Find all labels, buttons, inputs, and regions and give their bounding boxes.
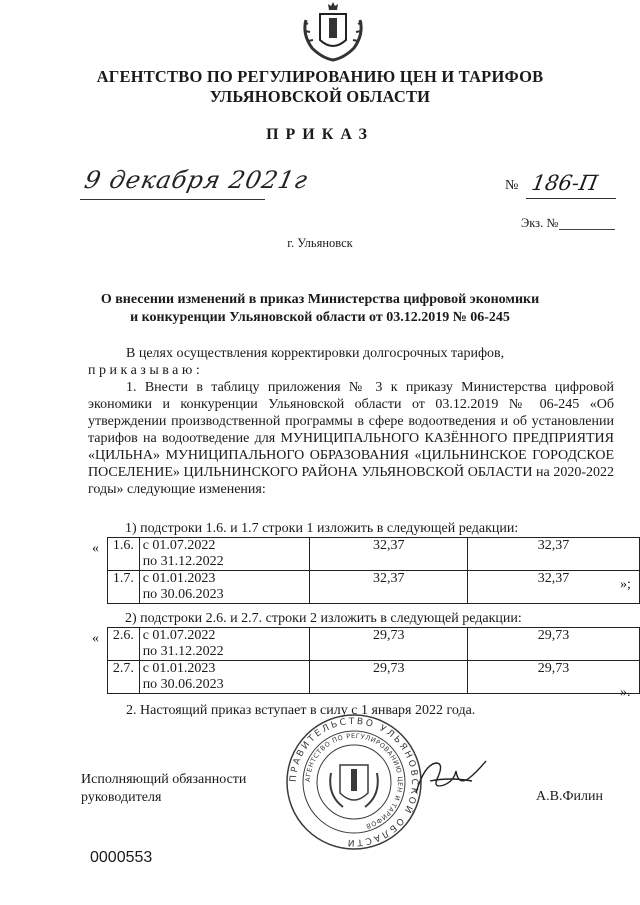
subject-line1: О внесении изменений в приказ Министерства цифровой экономики — [100, 292, 540, 307]
copy-number-blank — [559, 229, 615, 230]
table-row — [108, 571, 640, 604]
period-cell — [139, 628, 310, 661]
tariff-value-1: 32,37 — [310, 571, 468, 604]
table2-close-quote: ». — [620, 685, 631, 700]
period-to: по 30.06.2023 — [142, 587, 224, 602]
handwritten-signature — [410, 755, 490, 799]
row-number: 2.6. — [108, 628, 140, 661]
city: г. Ульяновск — [287, 236, 353, 250]
table1-open-quote: « — [92, 541, 99, 556]
signatory-name: А.В.Филин — [536, 789, 603, 804]
tariff-value-2: 32,37 — [468, 538, 640, 571]
tariff-value-2: 32,37 — [468, 571, 640, 604]
tariff-table-1 — [107, 537, 640, 604]
period-cell — [139, 661, 310, 694]
coat-of-arms-emblem — [300, 0, 366, 62]
agency-name-line2: УЛЬЯНОВСКОЙ ОБЛАСТИ — [209, 87, 431, 106]
period-from: с 01.01.2023 — [142, 661, 216, 676]
row-number: 2.7. — [108, 661, 140, 694]
position-line1: Исполняющий обязанности — [81, 772, 247, 787]
number-label: № — [505, 178, 519, 193]
tariff-value-1: 29,73 — [310, 628, 468, 661]
copy-number-label: Экз. № — [521, 216, 559, 230]
signatory-position — [81, 771, 246, 807]
period-from: с 01.07.2022 — [142, 538, 216, 553]
order-subject — [60, 291, 580, 327]
tariff-value-1: 32,37 — [310, 538, 468, 571]
agency-name-line1: АГЕНТСТВО ПО РЕГУЛИРОВАНИЮ ЦЕН И ТАРИФОВ — [96, 67, 544, 86]
item1-subpoint1: 1) подстроки 1.6. и 1.7 строки 1 изложить в следующей редакции: — [125, 521, 519, 536]
official-seal-stamp — [285, 713, 423, 851]
handwritten-date: 9 декабря 2021г — [82, 166, 311, 194]
row-number: 1.7. — [108, 571, 140, 604]
table1-close-quote: »; — [620, 577, 631, 592]
tariff-value-2: 29,73 — [468, 661, 640, 694]
document-serial-number: 0000553 — [90, 849, 153, 866]
period-from: с 01.01.2023 — [142, 571, 216, 586]
table-row — [108, 538, 640, 571]
item1-subpoint2: 2) подстроки 2.6. и 2.7. строки 2 изложить в следующей редакции: — [125, 611, 522, 626]
item1-text: 1. Внести в таблицу приложения № 3 к приказу Министерства цифровой экономики и конкуренции Ульяновской области от 03.12.2019 № 06-245 «Об утверждении производственной программы в сфере водоотведения и об установлении тарифов на водоотведение для МУНИЦИПАЛЬНОГО КАЗЁННОГО ПРЕДПРИЯТИЯ «ЦИЛЬНА» МУНИЦИПАЛЬНОГО ОБРАЗОВАНИЯ «ЦИЛЬНИНСКОЕ ГОРОДСКОЕ ПОСЕЛЕНИЕ» ЦИЛЬНИНСКОГО РАЙОНА УЛЬЯНОВСКОЙ ОБЛАСТИ на 2020-2022 годы» следующие изменения: — [88, 380, 614, 497]
subject-line2: и конкуренции Ульяновской области от 03.12.2019 № 06-245 — [130, 310, 510, 325]
tariff-value-1: 29,73 — [310, 661, 468, 694]
item2-text: 2. Настоящий приказ вступает в силу с 1 января 2022 года. — [126, 703, 476, 718]
stamp-ring-text: ПРАВИТЕЛЬСТВО УЛЬЯНОВСКОЙ ОБЛАСТИ — [288, 716, 420, 848]
number-underline — [526, 198, 616, 199]
position-line2: руководителя — [81, 790, 162, 805]
tariff-table-2 — [107, 627, 640, 694]
preamble-text: В целях осуществления корректировки долгосрочных тарифов, — [126, 346, 505, 361]
period-cell — [139, 571, 310, 604]
order-title: ПРИКАЗ — [266, 126, 374, 143]
order-word: приказываю: — [88, 363, 204, 378]
stamp-inner-text: АГЕНТСТВО ПО РЕГУЛИРОВАНИЮ ЦЕН И ТАРИФОВ — [303, 731, 405, 831]
handwritten-order-number: 186-П — [529, 171, 600, 195]
table-row — [108, 628, 640, 661]
period-cell — [139, 538, 310, 571]
table-row — [108, 661, 640, 694]
period-to: по 30.06.2023 — [142, 677, 224, 692]
table2-open-quote: « — [92, 631, 99, 646]
period-to: по 31.12.2022 — [142, 644, 224, 659]
period-from: с 01.07.2022 — [142, 628, 216, 643]
date-underline — [80, 199, 265, 200]
row-number: 1.6. — [108, 538, 140, 571]
tariff-value-2: 29,73 — [468, 628, 640, 661]
period-to: по 31.12.2022 — [142, 554, 224, 569]
